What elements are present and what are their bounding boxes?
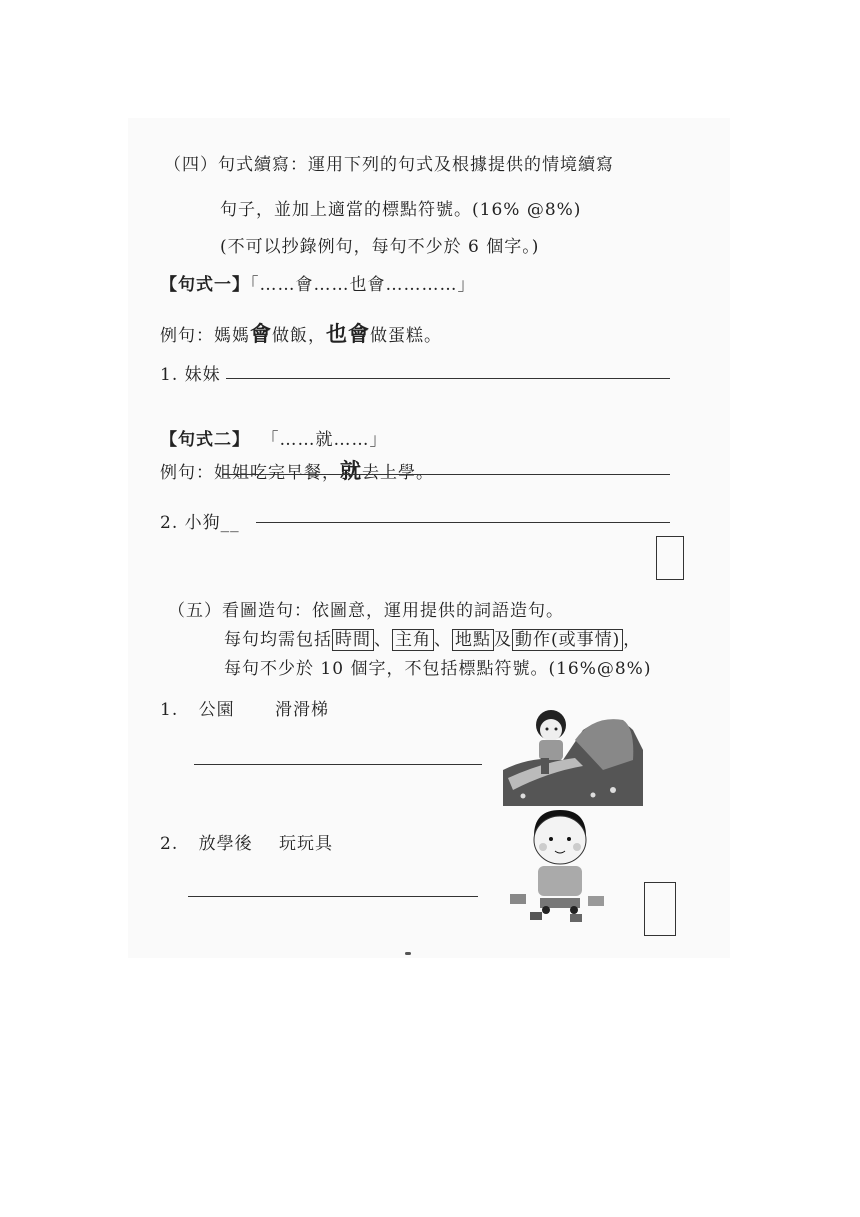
- pattern2-label: 【句式二】: [160, 430, 250, 450]
- q1-answer-line[interactable]: [194, 764, 482, 765]
- keyword-time: 時間: [332, 629, 374, 651]
- requirement-prefix: 每句均需包括: [224, 630, 332, 650]
- pattern1-example: [160, 318, 442, 348]
- pattern2-pattern: 「……就……」: [270, 430, 388, 450]
- example-keyword-1: 會: [250, 321, 272, 346]
- q1-word2: 滑滑梯: [275, 700, 330, 720]
- question-2-prompt: 2. 小狗__: [160, 513, 240, 533]
- answer-line-1[interactable]: [226, 378, 670, 379]
- q2-answer-line[interactable]: [188, 896, 478, 897]
- example2-end: 去上學。: [362, 463, 434, 483]
- q1-word1: 公園: [198, 700, 235, 720]
- q1-number: 1.: [160, 700, 179, 720]
- section4-title-line1: （四）句式續寫：運用下列的句式及根據提供的情境續寫: [164, 155, 614, 175]
- slide-illustration: [503, 700, 643, 806]
- q2-word2: 玩玩具: [279, 834, 334, 854]
- pattern2-heading: [160, 425, 388, 450]
- answer-line-2[interactable]: [256, 522, 670, 523]
- example2-prefix: 例句：姐姐吃完早餐，: [160, 463, 340, 483]
- q2-number: 2.: [160, 834, 179, 854]
- example-end: 做蛋糕。: [370, 326, 442, 346]
- section5-title-line2: [224, 625, 641, 650]
- page-mark: [405, 952, 411, 955]
- question-1-prompt: 1. 妹妹: [160, 365, 221, 385]
- q1-prompt: [160, 695, 329, 720]
- score-box-1: [656, 536, 684, 580]
- example2-keyword: 就: [340, 458, 362, 483]
- separator: 及: [494, 630, 512, 650]
- keyword-place: 地點: [452, 629, 494, 651]
- pattern1-pattern: 「……會……也會…………」: [250, 275, 476, 295]
- keyword-subject: 主角: [392, 629, 434, 651]
- line-end-comma: ，: [623, 630, 642, 650]
- pattern2-example: [160, 455, 434, 485]
- score-box-2: [644, 882, 676, 936]
- q2-prompt: [160, 829, 333, 854]
- example-keyword-2: 也會: [326, 321, 370, 346]
- example-prefix: 例句：媽媽: [160, 326, 250, 346]
- section4-title-line2: 句子，並加上適當的標點符號。(16% @8%): [220, 200, 582, 220]
- example-middle: 做飯，: [272, 326, 326, 346]
- section5-title-line3: 每句不少於 10 個字，不包括標點符號。(16%@8%): [224, 659, 652, 679]
- pattern1-heading: [160, 270, 476, 295]
- keyword-action: 動作(或事情): [512, 629, 623, 651]
- example-underline: [222, 474, 670, 475]
- toy-illustration: [510, 806, 610, 924]
- pattern1-label: 【句式一】: [160, 275, 250, 295]
- separator: 、: [374, 630, 392, 650]
- separator: 、: [434, 630, 452, 650]
- section4-note: (不可以抄錄例句，每句不少於 6 個字。): [220, 237, 540, 257]
- q2-word1: 放學後: [198, 834, 253, 854]
- section5-title-line1: （五）看圖造句：依圖意，運用提供的詞語造句。: [168, 601, 564, 621]
